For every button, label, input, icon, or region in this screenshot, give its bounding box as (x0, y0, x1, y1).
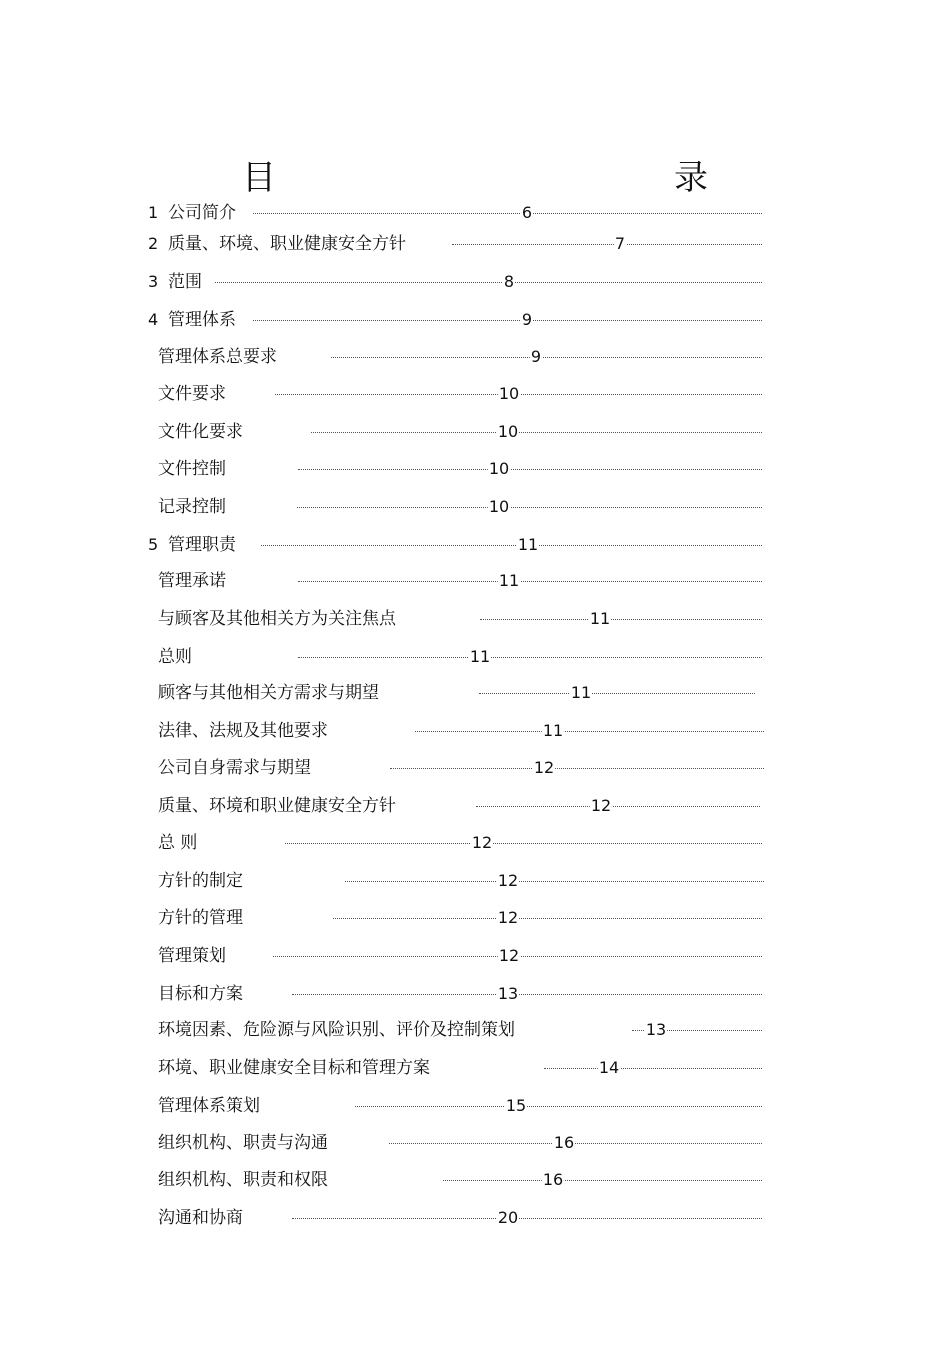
dot-leader (480, 619, 762, 620)
toc-entry (0, 943, 950, 969)
toc-entry-label: 文件控制 (158, 459, 226, 479)
toc-entry-label: 环境、职业健康安全目标和管理方案 (158, 1058, 430, 1078)
toc-entry-page-number: 9 (530, 344, 542, 370)
toc-entry-label: 与顾客及其他相关方为关注焦点 (158, 609, 396, 629)
toc-entry-label: 范围 (168, 272, 202, 292)
dot-leader (298, 581, 762, 582)
toc-entry-number: 4 (148, 310, 159, 329)
dot-leader (333, 918, 762, 919)
dot-leader (415, 731, 764, 732)
toc-entry-number: 3 (148, 272, 159, 291)
toc-entry (0, 200, 950, 226)
toc-entry (0, 1167, 950, 1193)
toc-entry (0, 905, 950, 931)
toc-entry (0, 718, 950, 744)
toc-entry-label: 沟通和协商 (158, 1208, 243, 1228)
toc-entry-page-number: 12 (498, 943, 520, 969)
toc-entry (0, 868, 950, 894)
toc-entry (0, 1205, 950, 1231)
toc-entry-page-number: 12 (533, 755, 555, 781)
toc-entry-page-number: 12 (471, 830, 493, 856)
dot-leader (345, 881, 764, 882)
toc-entry (0, 231, 950, 257)
toc-entry-label: 顾客与其他相关方需求与期望 (158, 683, 379, 703)
toc-entry-label: 环境因素、危险源与风险识别、评价及控制策划 (158, 1020, 515, 1040)
toc-entry-number: 5 (148, 535, 159, 554)
dot-leader (298, 657, 762, 658)
toc-entry (0, 644, 950, 670)
toc-entry-page-number: 12 (497, 868, 519, 894)
toc-entry-label: 方针的管理 (158, 908, 243, 928)
toc-entry-label: 记录控制 (158, 497, 226, 517)
toc-entry-page-number: 7 (614, 231, 626, 257)
toc-entry-label: 公司自身需求与期望 (158, 758, 311, 778)
toc-entry-page-number: 6 (521, 200, 533, 226)
toc-entry-page-number: 10 (488, 494, 510, 520)
toc-entry-page-number: 11 (469, 644, 491, 670)
toc-entry (0, 1130, 950, 1156)
toc-entry-label: 方针的制定 (158, 871, 243, 891)
dot-leader (298, 469, 762, 470)
toc-entry-label: 质量、环境、职业健康安全方针 (168, 234, 406, 254)
toc-entry-page-number: 9 (521, 307, 533, 333)
toc-entry (0, 1093, 950, 1119)
toc-entry-label: 总则 (158, 647, 192, 667)
toc-entry-page-number: 15 (505, 1093, 527, 1119)
toc-entry (0, 381, 950, 407)
dot-leader (355, 1106, 762, 1107)
toc-entry-page-number: 8 (503, 269, 515, 295)
toc-entry-page-number: 10 (488, 456, 510, 482)
toc-entry-page-number: 16 (542, 1167, 564, 1193)
toc-entry-page-number: 11 (517, 532, 539, 558)
toc-entry-page-number: 11 (498, 568, 520, 594)
dot-leader (285, 843, 762, 844)
dot-leader (292, 1218, 762, 1219)
toc-entry (0, 344, 950, 370)
toc-entry-page-number: 14 (598, 1055, 620, 1081)
toc-entry-page-number: 11 (542, 718, 564, 744)
toc-entry-page-number: 13 (497, 981, 519, 1007)
toc-entry (0, 456, 950, 482)
dot-leader (443, 1180, 762, 1181)
toc-entry-label: 公司简介 (168, 203, 236, 223)
toc-entry-label: 文件化要求 (158, 422, 243, 442)
toc-entry-page-number: 12 (590, 793, 612, 819)
dot-leader (390, 768, 764, 769)
dot-leader (389, 1143, 762, 1144)
toc-entry (0, 269, 950, 295)
dot-leader (215, 282, 762, 283)
dot-leader (297, 507, 762, 508)
toc-entry (0, 981, 950, 1007)
toc-entry-page-number: 20 (497, 1205, 519, 1231)
dot-leader (544, 1068, 762, 1069)
toc-entry-label: 管理体系策划 (158, 1096, 260, 1116)
toc-entry (0, 755, 950, 781)
toc-entry-number: 2 (148, 234, 159, 253)
toc-entry (0, 830, 950, 856)
toc-entry (0, 568, 950, 594)
toc-entry-page-number: 10 (498, 381, 520, 407)
toc-entry-page-number: 13 (645, 1017, 667, 1043)
toc-entry-label: 总 则 (158, 833, 198, 853)
toc-entry-label: 管理承诺 (158, 571, 226, 591)
toc-entry (0, 793, 950, 819)
dot-leader (253, 213, 762, 214)
toc-entry (0, 419, 950, 445)
toc-entry (0, 494, 950, 520)
toc-entry-label: 法律、法规及其他要求 (158, 721, 328, 741)
dot-leader (292, 994, 762, 995)
toc-entry (0, 680, 950, 706)
dot-leader (452, 244, 762, 245)
toc-entry-label: 管理职责 (168, 535, 236, 555)
toc-entry-number: 1 (148, 203, 159, 222)
toc-entry-label: 文件要求 (158, 384, 226, 404)
toc-entry (0, 532, 950, 558)
toc-entry-page-number: 12 (497, 905, 519, 931)
toc-entry-label: 管理体系 (168, 310, 236, 330)
dot-leader (311, 432, 762, 433)
toc-entry-label: 组织机构、职责与沟通 (158, 1133, 328, 1153)
toc-entry-label: 组织机构、职责和权限 (158, 1170, 328, 1190)
toc-entry-page-number: 11 (570, 680, 592, 706)
toc-entry-page-number: 10 (497, 419, 519, 445)
toc-entry (0, 606, 950, 632)
dot-leader (253, 320, 762, 321)
toc-entry-label: 质量、环境和职业健康安全方针 (158, 796, 396, 816)
toc-entry-label: 管理体系总要求 (158, 347, 277, 367)
dot-leader (479, 693, 755, 694)
toc-entry (0, 1017, 950, 1043)
dot-leader (261, 545, 762, 546)
toc-entry (0, 307, 950, 333)
toc-entry-label: 管理策划 (158, 946, 226, 966)
page-title: 目 录 (242, 158, 818, 198)
toc-entry-page-number: 11 (589, 606, 611, 632)
toc-entry (0, 1055, 950, 1081)
dot-leader (331, 357, 762, 358)
toc-entry-page-number: 16 (553, 1130, 575, 1156)
dot-leader (476, 806, 760, 807)
toc-entry-label: 目标和方案 (158, 984, 243, 1004)
